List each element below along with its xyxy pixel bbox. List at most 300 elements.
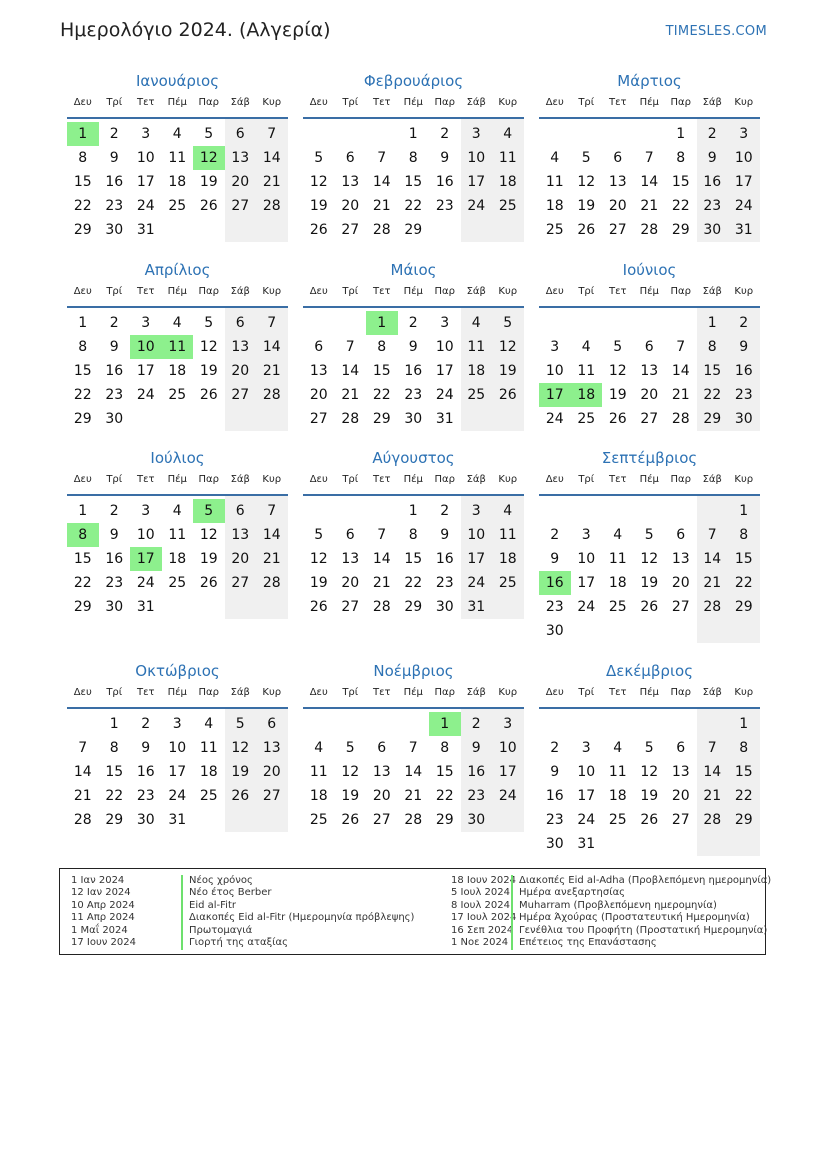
day-cell: 20	[231, 551, 250, 567]
day-cell: 11	[545, 174, 564, 190]
weekday-label: Σάβ	[466, 687, 486, 698]
day-cell: 22	[671, 198, 690, 214]
day-cell: 23	[545, 599, 564, 615]
month-block	[303, 261, 524, 431]
day-cell: 4	[613, 740, 623, 756]
weekday-label: Δευ	[73, 286, 92, 297]
month-name: Αύγουστος	[372, 449, 455, 467]
day-cell: 3	[141, 126, 151, 142]
day-cell: 20	[262, 764, 281, 780]
day-cell: 31	[435, 411, 454, 427]
weekday-label: Κυρ	[734, 687, 754, 698]
day-cell: 18	[467, 363, 486, 379]
day-cell: 13	[231, 527, 250, 543]
day-cell: 5	[644, 740, 654, 756]
legend-date: 11 Απρ 2024	[71, 912, 135, 924]
day-cell: 30	[435, 599, 454, 615]
day-cell: 25	[498, 575, 517, 591]
weekday-label: Παρ	[198, 97, 219, 108]
day-cell: 1	[739, 716, 749, 732]
day-cell: 14	[404, 764, 423, 780]
legend-holiday-name: Ημέρα Άχούρας (Προστατευτική Ημερομηνία)	[511, 912, 750, 925]
weekday-label: Τετ	[608, 474, 627, 485]
day-cell: 28	[671, 411, 690, 427]
legend-holiday-name: Διακοπές Eid al-Fitr (Ημερομηνία πρόβλεψης)	[181, 912, 414, 925]
legend-date: 5 Ιουλ 2024	[451, 887, 510, 899]
day-cell: 26	[199, 575, 218, 591]
day-cell: 19	[231, 764, 250, 780]
month-block	[67, 449, 288, 619]
day-cell: 16	[435, 174, 454, 190]
day-cell: 8	[408, 527, 418, 543]
legend-holiday-name: Ημέρα ανεξαρτησίας	[511, 887, 625, 900]
weekday-label: Σάβ	[702, 687, 722, 698]
day-cell: 17	[136, 363, 155, 379]
day-cell: 14	[262, 527, 281, 543]
day-cell: 4	[613, 527, 623, 543]
day-cell: 3	[471, 503, 481, 519]
day-cell: 4	[503, 503, 513, 519]
day-cell: 8	[739, 527, 749, 543]
day-cell: 13	[671, 764, 690, 780]
month-block	[67, 662, 288, 832]
day-cell: 31	[168, 812, 187, 828]
day-cell: 31	[577, 836, 596, 852]
legend-date: 8 Ιουλ 2024	[451, 899, 510, 911]
day-cell: 11	[577, 363, 596, 379]
day-cell: 23	[435, 198, 454, 214]
day-cell: 3	[550, 339, 560, 355]
day-cell: 15	[703, 363, 722, 379]
holiday-legend	[59, 868, 772, 955]
day-cell: 28	[703, 599, 722, 615]
day-cell: 23	[105, 575, 124, 591]
day-cell: 1	[109, 716, 119, 732]
day-cell: 13	[231, 339, 250, 355]
day-cell: 23	[545, 812, 564, 828]
day-cell: 21	[703, 788, 722, 804]
day-cell: 21	[372, 198, 391, 214]
weekday-label: Δευ	[309, 286, 328, 297]
day-cell: 25	[498, 198, 517, 214]
legend-date: 12 Ιαν 2024	[71, 887, 131, 899]
day-cell: 30	[703, 222, 722, 238]
day-cell: 10	[467, 527, 486, 543]
day-cell: 12	[309, 174, 328, 190]
day-cell: 27	[341, 599, 360, 615]
weekday-label: Παρ	[670, 97, 691, 108]
day-cell: 27	[231, 387, 250, 403]
day-cell: 9	[440, 527, 450, 543]
weekday-label: Τρί	[342, 97, 359, 108]
day-cell: 28	[372, 599, 391, 615]
day-cell: 14	[262, 150, 281, 166]
weekday-label: Σάβ	[466, 97, 486, 108]
weekday-label: Τετ	[372, 687, 391, 698]
day-cell: 3	[440, 315, 450, 331]
day-cell: 4	[172, 126, 182, 142]
day-cell: 29	[404, 599, 423, 615]
legend-row	[451, 887, 759, 900]
weekday-label: Παρ	[670, 687, 691, 698]
day-cell: 26	[498, 387, 517, 403]
day-cell: 19	[577, 198, 596, 214]
day-cell: 30	[105, 222, 124, 238]
day-cell: 2	[440, 503, 450, 519]
day-cell: 2	[550, 740, 560, 756]
legend-date: 17 Ιουλ 2024	[451, 912, 517, 924]
month-block	[539, 261, 760, 431]
day-cell: 26	[640, 599, 659, 615]
day-cell: 9	[109, 527, 119, 543]
day-cell: 21	[262, 174, 281, 190]
legend-holiday-name: Νέο έτος Berber	[181, 887, 272, 900]
weekday-label: Σάβ	[702, 286, 722, 297]
day-cell: 22	[404, 198, 423, 214]
day-cell: 1	[78, 503, 88, 519]
day-cell: 5	[235, 716, 245, 732]
day-cell: 23	[105, 387, 124, 403]
month-block	[303, 72, 524, 242]
holiday-day: 18	[571, 383, 603, 407]
day-cell: 26	[640, 812, 659, 828]
legend-date: 17 Ιουν 2024	[71, 937, 136, 948]
day-cell: 17	[577, 788, 596, 804]
day-cell: 17	[498, 764, 517, 780]
day-cell: 28	[640, 222, 659, 238]
day-cell: 6	[314, 339, 324, 355]
day-cell: 9	[550, 551, 560, 567]
weekday-label: Τετ	[372, 286, 391, 297]
day-cell: 25	[168, 387, 187, 403]
day-cell: 11	[199, 740, 218, 756]
day-cell: 3	[503, 716, 513, 732]
day-cell: 5	[204, 315, 214, 331]
day-cell: 9	[550, 764, 560, 780]
weekday-label: Τετ	[608, 687, 627, 698]
day-cell: 9	[739, 339, 749, 355]
legend-holiday-name: Muharram (Προβλεπόμενη ημερομηνία)	[511, 900, 717, 913]
day-cell: 17	[136, 174, 155, 190]
weekday-label: Κυρ	[498, 97, 518, 108]
day-cell: 1	[408, 126, 418, 142]
weekday-label: Τρί	[578, 97, 595, 108]
day-cell: 11	[168, 527, 187, 543]
weekday-label: Τετ	[372, 474, 391, 485]
day-cell: 5	[644, 527, 654, 543]
day-cell: 6	[676, 527, 686, 543]
page-title: Ημερολόγιο 2024. (Αλγερία)	[60, 19, 331, 41]
weekday-label: Πέμ	[639, 474, 659, 485]
day-cell: 7	[676, 339, 686, 355]
day-cell: 15	[105, 764, 124, 780]
holiday-day: 1	[429, 712, 461, 736]
weekday-label: Δευ	[309, 687, 328, 698]
day-cell: 17	[467, 174, 486, 190]
day-cell: 20	[608, 198, 627, 214]
day-cell: 22	[73, 387, 92, 403]
day-cell: 27	[231, 198, 250, 214]
day-cell: 8	[707, 339, 717, 355]
day-cell: 7	[408, 740, 418, 756]
weekday-label: Παρ	[434, 474, 455, 485]
day-cell: 1	[78, 315, 88, 331]
day-cell: 21	[341, 387, 360, 403]
day-cell: 21	[640, 198, 659, 214]
legend-row	[71, 937, 441, 950]
day-cell: 18	[168, 551, 187, 567]
holiday-day: 16	[539, 571, 571, 595]
day-cell: 2	[707, 126, 717, 142]
day-cell: 17	[435, 363, 454, 379]
weekday-label: Δευ	[309, 97, 328, 108]
day-cell: 18	[545, 198, 564, 214]
day-cell: 14	[372, 551, 391, 567]
day-cell: 26	[231, 788, 250, 804]
day-cell: 4	[204, 716, 214, 732]
day-cell: 28	[73, 812, 92, 828]
day-cell: 11	[498, 527, 517, 543]
weekday-label: Δευ	[545, 97, 564, 108]
day-cell: 30	[734, 411, 753, 427]
day-cell: 25	[608, 599, 627, 615]
day-cell: 19	[640, 788, 659, 804]
day-cell: 31	[734, 222, 753, 238]
legend-row	[451, 912, 759, 925]
day-cell: 13	[608, 174, 627, 190]
weekday-label: Κυρ	[734, 474, 754, 485]
holiday-day: 1	[67, 122, 99, 146]
weekday-label: Τετ	[608, 97, 627, 108]
legend-row	[71, 912, 441, 925]
day-cell: 12	[640, 551, 659, 567]
holiday-day: 1	[366, 311, 398, 335]
weekday-label: Κυρ	[262, 286, 282, 297]
legend-row	[451, 875, 772, 888]
day-cell: 11	[168, 150, 187, 166]
legend-date: 1 Νοε 2024	[451, 937, 509, 948]
day-cell: 15	[372, 363, 391, 379]
day-cell: 28	[404, 812, 423, 828]
day-cell: 24	[734, 198, 753, 214]
day-cell: 30	[105, 411, 124, 427]
day-cell: 6	[345, 527, 355, 543]
day-cell: 8	[377, 339, 387, 355]
weekday-label: Δευ	[73, 97, 92, 108]
month-block	[539, 449, 760, 643]
weekday-label: Δευ	[309, 474, 328, 485]
day-cell: 29	[703, 411, 722, 427]
month-name: Σεπτέμβριος	[601, 449, 698, 467]
day-cell: 8	[78, 150, 88, 166]
day-cell: 16	[105, 174, 124, 190]
day-cell: 5	[503, 315, 513, 331]
day-cell: 4	[550, 150, 560, 166]
holiday-day: 11	[162, 335, 194, 359]
day-cell: 26	[577, 222, 596, 238]
day-cell: 22	[703, 387, 722, 403]
day-cell: 8	[676, 150, 686, 166]
day-cell: 18	[608, 575, 627, 591]
day-cell: 25	[168, 575, 187, 591]
weekday-label: Τρί	[106, 687, 123, 698]
day-cell: 6	[235, 315, 245, 331]
day-cell: 16	[734, 363, 753, 379]
day-cell: 10	[435, 339, 454, 355]
day-cell: 3	[739, 126, 749, 142]
weekday-label: Δευ	[73, 687, 92, 698]
day-cell: 16	[435, 551, 454, 567]
legend-date: 18 Ιουν 2024	[451, 875, 516, 886]
day-cell: 24	[498, 788, 517, 804]
day-cell: 15	[73, 174, 92, 190]
day-cell: 14	[671, 363, 690, 379]
day-cell: 13	[262, 740, 281, 756]
day-cell: 5	[204, 126, 214, 142]
weekday-label: Τρί	[106, 474, 123, 485]
month-name: Μάρτιος	[617, 72, 682, 90]
day-cell: 20	[341, 198, 360, 214]
weekday-label: Τρί	[342, 286, 359, 297]
weekday-label: Πέμ	[167, 97, 187, 108]
day-cell: 7	[707, 740, 717, 756]
weekday-label: Πέμ	[403, 474, 423, 485]
day-cell: 21	[73, 788, 92, 804]
day-cell: 10	[734, 150, 753, 166]
day-cell: 30	[545, 836, 564, 852]
weekday-label: Τετ	[372, 97, 391, 108]
day-cell: 18	[498, 551, 517, 567]
day-cell: 12	[231, 740, 250, 756]
day-cell: 12	[608, 363, 627, 379]
day-cell: 30	[545, 623, 564, 639]
day-cell: 2	[109, 315, 119, 331]
day-cell: 27	[231, 575, 250, 591]
day-cell: 5	[581, 150, 591, 166]
weekday-label: Σάβ	[702, 474, 722, 485]
day-cell: 14	[73, 764, 92, 780]
day-cell: 16	[703, 174, 722, 190]
month-name: Απρίλιος	[144, 261, 211, 279]
day-cell: 16	[545, 788, 564, 804]
day-cell: 31	[467, 599, 486, 615]
legend-holiday-name: Νέος χρόνος	[181, 875, 253, 888]
day-cell: 9	[109, 339, 119, 355]
weekday-label: Δευ	[545, 687, 564, 698]
weekday-label: Πέμ	[403, 97, 423, 108]
weekday-label: Πέμ	[167, 286, 187, 297]
day-cell: 25	[608, 812, 627, 828]
day-cell: 5	[314, 150, 324, 166]
day-cell: 2	[739, 315, 749, 331]
weekday-label: Σάβ	[230, 286, 250, 297]
weekday-label: Πέμ	[639, 286, 659, 297]
day-cell: 24	[467, 575, 486, 591]
weekday-label: Πέμ	[639, 687, 659, 698]
day-cell: 27	[671, 599, 690, 615]
day-cell: 10	[577, 764, 596, 780]
day-cell: 3	[581, 527, 591, 543]
day-cell: 23	[435, 575, 454, 591]
weekday-label: Κυρ	[498, 474, 518, 485]
day-cell: 23	[467, 788, 486, 804]
legend-row	[71, 925, 441, 938]
day-cell: 23	[105, 198, 124, 214]
weekday-label: Τρί	[342, 687, 359, 698]
day-cell: 25	[199, 788, 218, 804]
day-cell: 16	[105, 551, 124, 567]
day-cell: 20	[231, 363, 250, 379]
day-cell: 1	[707, 315, 717, 331]
brand-link[interactable]: TIMESLES.COM	[665, 24, 767, 39]
day-cell: 15	[671, 174, 690, 190]
day-cell: 16	[136, 764, 155, 780]
day-cell: 2	[440, 126, 450, 142]
day-cell: 29	[372, 411, 391, 427]
day-cell: 21	[262, 551, 281, 567]
day-cell: 15	[73, 363, 92, 379]
day-cell: 19	[309, 575, 328, 591]
day-cell: 3	[172, 716, 182, 732]
legend-holiday-name: Διακοπές Eid al-Adha (Προβλεπόμενη ημερομηνία)	[511, 875, 771, 888]
holiday-day: 12	[193, 146, 225, 170]
day-cell: 24	[577, 812, 596, 828]
month-block	[539, 662, 760, 856]
day-cell: 7	[78, 740, 88, 756]
legend-row	[71, 900, 441, 913]
day-cell: 29	[73, 222, 92, 238]
day-cell: 5	[345, 740, 355, 756]
holiday-day: 5	[193, 499, 225, 523]
day-cell: 19	[309, 198, 328, 214]
month-name: Μάιος	[390, 261, 437, 279]
day-cell: 2	[109, 126, 119, 142]
day-cell: 28	[262, 198, 281, 214]
day-cell: 2	[109, 503, 119, 519]
day-cell: 12	[341, 764, 360, 780]
day-cell: 23	[136, 788, 155, 804]
holiday-day: 10	[130, 335, 162, 359]
day-cell: 23	[404, 387, 423, 403]
month-name: Δεκέμβριος	[605, 662, 693, 680]
legend-row	[451, 900, 759, 913]
day-cell: 15	[734, 764, 753, 780]
day-cell: 27	[608, 222, 627, 238]
day-cell: 16	[404, 363, 423, 379]
day-cell: 12	[309, 551, 328, 567]
weekday-label: Κυρ	[262, 687, 282, 698]
weekday-label: Σάβ	[702, 97, 722, 108]
day-cell: 13	[640, 363, 659, 379]
day-cell: 13	[309, 363, 328, 379]
day-cell: 15	[73, 551, 92, 567]
day-cell: 30	[136, 812, 155, 828]
day-cell: 6	[267, 716, 277, 732]
legend-row	[71, 875, 441, 888]
weekday-label: Τρί	[106, 97, 123, 108]
day-cell: 10	[136, 527, 155, 543]
day-cell: 20	[372, 788, 391, 804]
day-cell: 4	[471, 315, 481, 331]
day-cell: 29	[435, 812, 454, 828]
day-cell: 18	[608, 788, 627, 804]
day-cell: 21	[404, 788, 423, 804]
day-cell: 2	[408, 315, 418, 331]
day-cell: 21	[671, 387, 690, 403]
holiday-day: 8	[67, 523, 99, 547]
day-cell: 20	[231, 174, 250, 190]
day-cell: 8	[739, 740, 749, 756]
